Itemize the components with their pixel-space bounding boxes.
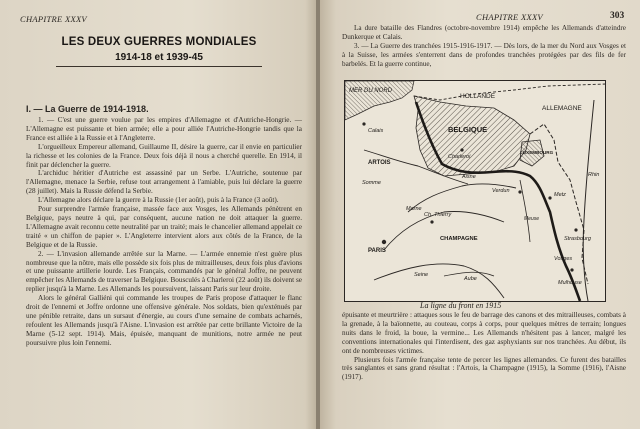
label-seine: Seine (414, 272, 429, 278)
paragraph: 3. — La Guerre des tranchées 1915-1916-1917. — Dès lors, de la mer du Nord aux Vosges et à la Suisse, les armées s'enterrent dans de profondes tranchées protégées par des fils de fer barbelés. Et la guerre continue, (342, 41, 626, 68)
paragraph: L'archiduc héritier d'Autriche est assassiné par un Serbe. L'Autriche, soutenue par l'Allemagne, menace la Serbie, refuse tout arrangement à l'amiable, puis lui déclare la guerre (28 juillet). Mais la Russie défend la Serbie. (26, 169, 302, 196)
dot-verdun (518, 190, 521, 193)
paragraph: L'Allemagne alors déclare la guerre à la Russie (1er août), puis à la France (3 août). (38, 196, 279, 205)
map-svg (344, 80, 606, 302)
dot-calais (362, 122, 365, 125)
paragraph: Pour surprendre l'armée française, massée face aux Vosges, les Allemands pénètrent en Belgique, pays neutre à qui, par conséquent, aucune nation ne doit attaquer la guerre. L'Allemagne avait reconnu cette neutralité par un traité; mais le chancelier allemand appelait ce traité « un chiffon de papier ». L'Angleterre intervient alors aux côtés de la France, de la Belgique et de la Russie. (26, 205, 302, 249)
label-sea: MER DU NORD (349, 88, 392, 94)
label-rhin: Rhin (588, 172, 600, 178)
dot-paris (382, 240, 386, 244)
label-lux: LUXEMBOURG (520, 150, 554, 155)
label-metz: Metz (554, 192, 566, 198)
dot-strasbourg (574, 228, 577, 231)
paragraph: L'orgueilleux Empereur allemand, Guillaume II, désire la guerre, car il envie en particulier la richesse et les colonies de la France. Deux fois déjà il nous a cherché querelle. En 1914, il finit par déclencher la guerre. (26, 142, 302, 169)
front-line-map (344, 80, 606, 302)
label-belgium: BELGIQUE (448, 125, 488, 134)
paragraph: épuisante et meurtrière : attaques sous le feu de barrage des canons et des mitrailleuses, combats à la grenade, à la baïonnette, au couteau, corps à corps, pour quelques mètres de terrain; longues nuits dans le froid, la boue, la vermine... Les Allemands n'hésitent pas à lancer, malgré les conventions internationales qui l'interdisent, des gaz asphyxiants sur nos tranchées. Au début, ils ont de nombreuses victimes. (342, 311, 626, 355)
label-charleroi: Charleroi (448, 154, 471, 160)
chapter-subtitle: 1914-18 et 1939-45 (115, 52, 203, 63)
label-strasbourg: Strasbourg (564, 236, 591, 242)
paragraph: Alors le général Galliéni qui commande les troupes de Paris propose d'attaquer le flanc droit de l'ennemi et Joffre ordonne une offensive générale. Nos soldats, bien qu'exténués par une pénible retraite, dans un sursaut d'énergie, au cours d'une semaine de combats acharnés, refoulent les Allemands jusqu'à l'Aisne. L'invasion est arrêtée par cette brillante Victoire de la Marne (5-12 sept. 1914). Mais, épuisée, manquant de munitions, notre armée ne peut poursuivre plus loin l'ennemi. (26, 294, 302, 347)
dot-charleroi (460, 148, 463, 151)
dot-mulhouse (570, 268, 573, 271)
dot-metz (548, 196, 551, 199)
label-calais: Calais (368, 128, 384, 134)
label-somme: Somme (362, 180, 381, 186)
right-running-head: CHAPITRE XXXV (476, 12, 543, 22)
left-running-head: CHAPITRE XXXV (20, 14, 87, 24)
left-body-text (26, 116, 302, 348)
paragraph: 1. — C'est une guerre voulue par les empires d'Allemagne et d'Autriche-Hongrie. — L'Allemagne est puissante et bien armée; elle a pour alliée l'Autriche-Hongrie tandis que la France est alliée à la Russie et à l'Angleterre. (26, 116, 302, 142)
label-verdun: Verdun (492, 188, 510, 194)
section-heading: I. — La Guerre de 1914-1918. (26, 104, 149, 114)
label-artois: ARTOIS (368, 160, 391, 166)
paragraph: La dure bataille des Flandres (octobre-novembre 1914) empêche les Allemands d'atteindre Dunkerque et Calais. (342, 24, 626, 41)
right-top-text (342, 24, 626, 69)
label-ch-thierry: Ch. Thierry (424, 212, 452, 218)
label-paris: PARIS (368, 248, 386, 254)
label-aisne: Aisne (462, 174, 476, 180)
right-bottom-text (342, 311, 626, 382)
title-rule (56, 66, 262, 67)
label-aube: Aube (464, 276, 477, 282)
label-mulhouse: Mulhouse (558, 280, 582, 286)
paragraph: Plusieurs fois l'armée française tente de percer les lignes allemandes. Ce furent des batailles très sanglantes et sans grand résultat : l'Artois, la Champagne (1915), la Somme (1916), l'Aisne (1917). (342, 355, 626, 382)
page-number: 303 (610, 11, 625, 21)
map-caption: La ligne du front en 1915 (420, 301, 502, 310)
label-marne: Marne (406, 206, 422, 212)
label-champagne: CHAMPAGNE (440, 236, 478, 242)
label-vosges: Vosges (554, 256, 573, 262)
label-meuse: Meuse (524, 216, 540, 222)
dot-ch-thierry (430, 220, 433, 223)
label-holland: HOLLANDE (460, 93, 496, 100)
chapter-title: LES DEUX GUERRES MONDIALES (61, 36, 257, 48)
left-page (0, 0, 318, 429)
paragraph: 2. — L'invasion allemande arrêtée sur la Marne. — L'armée ennemie n'est guère plus nombreuse que la nôtre, mais elle possède six fois plus de mitrailleuses, deux fois plus d'avions et une puissante artillerie lourde. Les Français, commandés par le général Joffre, ne peuvent empêcher les Allemands de traverser la Belgique. Bousculés à Charleroi (22 août) ils doivent se replier jusqu'à la Marne. Les Allemands les poursuivent, laissant Paris sur leur droite. (26, 249, 302, 294)
label-germany: ALLEMAGNE (542, 105, 582, 112)
